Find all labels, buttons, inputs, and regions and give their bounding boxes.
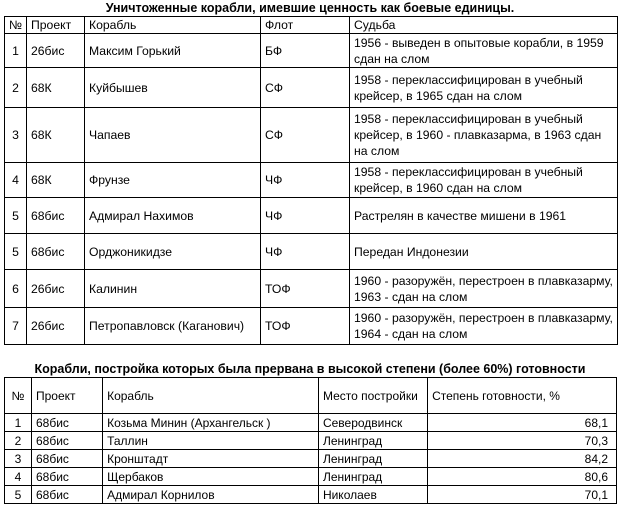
row-fate: 1958 - переклассифицирован в учебный крейсер, в 1965 сдан на слом bbox=[350, 68, 618, 108]
table-row bbox=[5, 432, 617, 450]
row-project: 26бис bbox=[27, 34, 85, 68]
table-row bbox=[5, 163, 618, 198]
header-num: № bbox=[5, 17, 27, 34]
row-fleet: ЧФ bbox=[261, 234, 350, 270]
row-ship: Адмирал Нахимов bbox=[85, 198, 261, 234]
row-ship: Фрунзе bbox=[85, 163, 261, 198]
row-ship: Щербаков bbox=[103, 468, 319, 486]
row-ship: Петропавловск (Каганович) bbox=[85, 308, 261, 345]
row-ship: Адмирал Корнилов bbox=[103, 486, 319, 504]
row-build-place: Ленинград bbox=[318, 450, 427, 468]
table2-header-row bbox=[5, 378, 617, 414]
row-fate: 1960 - разоружён, перестроен в плавказарму, 1964 - сдан на слом bbox=[350, 308, 618, 345]
row-readiness: 70,1 bbox=[428, 486, 617, 504]
row-project: 68бис bbox=[27, 198, 85, 234]
row-readiness: 70,3 bbox=[428, 432, 617, 450]
row-project: 68К bbox=[27, 68, 85, 108]
row-ship: Кронштадт bbox=[103, 450, 319, 468]
header-fate: Судьба bbox=[350, 17, 618, 34]
row-fate: 1956 - выведен в опытовые корабли, в 1959 сдан на слом bbox=[350, 34, 618, 68]
row-build-place: Ленинград bbox=[318, 432, 427, 450]
table-row bbox=[5, 270, 618, 308]
row-num: 3 bbox=[5, 108, 27, 163]
header-fleet: Флот bbox=[261, 17, 350, 34]
header-readiness: Степень готовности, % bbox=[428, 378, 617, 414]
row-fate: 1960 - разоружён, перестроен в плавказарму, 1963 - сдан на слом bbox=[350, 270, 618, 308]
row-num: 5 bbox=[5, 486, 32, 504]
row-readiness: 80,6 bbox=[428, 468, 617, 486]
header-project: Проект bbox=[27, 17, 85, 34]
header-ship: Корабль bbox=[103, 378, 319, 414]
row-fleet: БФ bbox=[261, 34, 350, 68]
row-ship: Орджоникидзе bbox=[85, 234, 261, 270]
row-project: 68бис bbox=[31, 450, 102, 468]
table-row bbox=[5, 234, 618, 270]
row-fleet: СФ bbox=[261, 68, 350, 108]
table-row bbox=[5, 486, 617, 504]
table-row bbox=[5, 468, 617, 486]
destroyed-ships-table bbox=[4, 16, 618, 345]
row-fate: 1958 - переклассифицирован в учебный крейсер, в 1960 - плавказарма, в 1963 сдан на слом bbox=[350, 108, 618, 163]
row-fleet: ТОФ bbox=[261, 270, 350, 308]
row-fleet: ЧФ bbox=[261, 198, 350, 234]
row-fate: Передан Индонезии bbox=[350, 234, 618, 270]
row-fate: Растрелян в качестве мишени в 1961 bbox=[350, 198, 618, 234]
table1-header-row bbox=[5, 17, 618, 34]
row-ship: Максим Горький bbox=[85, 34, 261, 68]
row-build-place: Николаев bbox=[318, 486, 427, 504]
row-fate: 1958 - переклассифицирован в учебный крейсер, в 1960 сдан на слом bbox=[350, 163, 618, 198]
row-fleet: ЧФ bbox=[261, 163, 350, 198]
table-row bbox=[5, 308, 618, 345]
row-num: 4 bbox=[5, 163, 27, 198]
table-row bbox=[5, 68, 618, 108]
row-num: 6 bbox=[5, 270, 27, 308]
row-num: 1 bbox=[5, 34, 27, 68]
row-readiness: 68,1 bbox=[428, 414, 617, 432]
row-project: 68бис bbox=[31, 432, 102, 450]
row-ship: Чапаев bbox=[85, 108, 261, 163]
row-project: 26бис bbox=[27, 270, 85, 308]
row-ship: Калинин bbox=[85, 270, 261, 308]
row-num: 2 bbox=[5, 68, 27, 108]
row-build-place: Ленинград bbox=[318, 468, 427, 486]
table2-title: Корабли, постройка которых была прервана в высокой степени (более 60%) готовности bbox=[34, 362, 586, 376]
row-build-place: Северодвинск bbox=[318, 414, 427, 432]
table-row bbox=[5, 450, 617, 468]
table-row bbox=[5, 198, 618, 234]
unfinished-ships-table bbox=[4, 377, 617, 504]
table-row bbox=[5, 414, 617, 432]
row-project: 68бис bbox=[31, 486, 102, 504]
row-project: 68бис bbox=[27, 234, 85, 270]
row-project: 26бис bbox=[27, 308, 85, 345]
row-num: 4 bbox=[5, 468, 32, 486]
header-num: № bbox=[5, 378, 32, 414]
row-num: 5 bbox=[5, 234, 27, 270]
row-ship: Таллин bbox=[103, 432, 319, 450]
row-num: 2 bbox=[5, 432, 32, 450]
row-num: 5 bbox=[5, 198, 27, 234]
row-fleet: СФ bbox=[261, 108, 350, 163]
row-project: 68бис bbox=[31, 468, 102, 486]
row-readiness: 84,2 bbox=[428, 450, 617, 468]
row-num: 7 bbox=[5, 308, 27, 345]
row-fleet: ТОФ bbox=[261, 308, 350, 345]
table-row bbox=[5, 108, 618, 163]
row-project: 68К bbox=[27, 108, 85, 163]
row-num: 3 bbox=[5, 450, 32, 468]
table-row bbox=[5, 34, 618, 68]
row-num: 1 bbox=[5, 414, 32, 432]
table1-title: Уничтоженные корабли, имевшие ценность как боевые единицы. bbox=[105, 1, 515, 15]
header-build-place: Место постройки bbox=[318, 378, 427, 414]
row-ship: Козьма Минин (Архангельск ) bbox=[103, 414, 319, 432]
row-project: 68К bbox=[27, 163, 85, 198]
header-project: Проект bbox=[31, 378, 102, 414]
row-project: 68бис bbox=[31, 414, 102, 432]
header-ship: Корабль bbox=[85, 17, 261, 34]
row-ship: Куйбышев bbox=[85, 68, 261, 108]
